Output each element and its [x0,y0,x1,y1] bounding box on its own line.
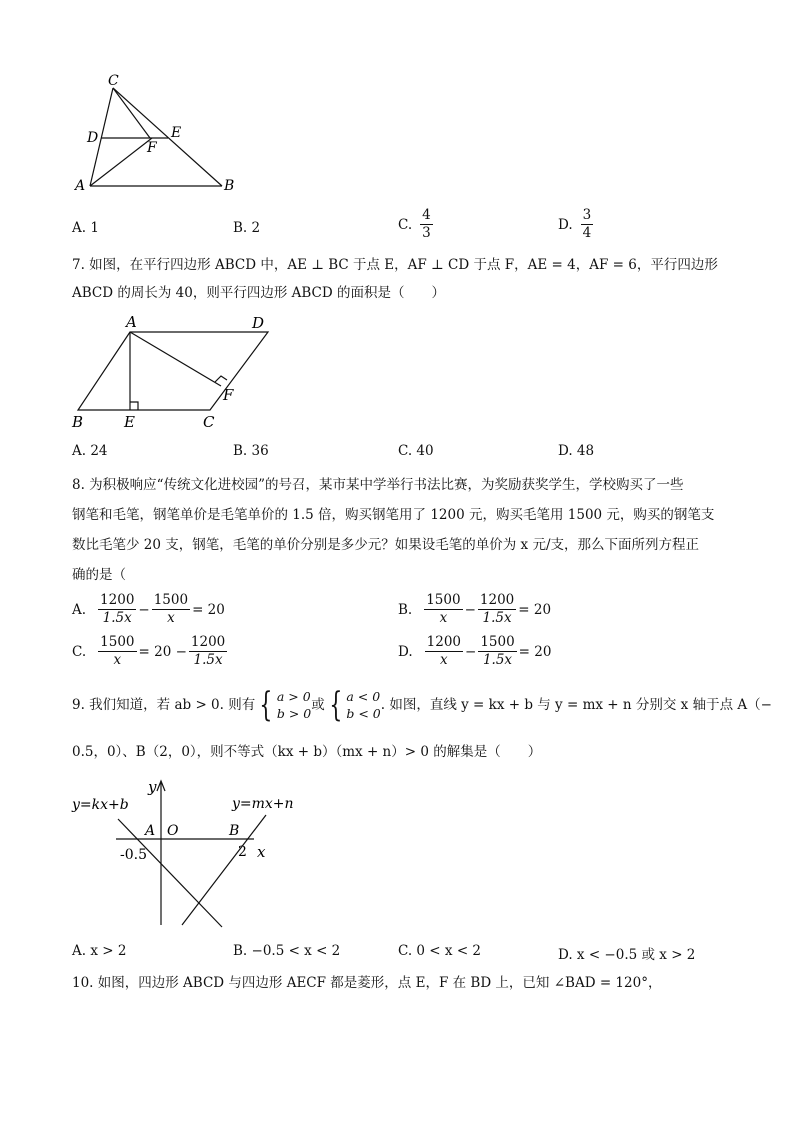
q8-text-line3: 数比毛笔少 20 支，钢笔，毛笔的单价分别是多少元？如果设毛笔的单价为 x 元/支，那么下面所列方程正 [72,537,700,553]
numerator: 1200 [190,634,226,650]
rhs: = 20 [518,601,552,618]
q8-text-line4: 确的是（ [72,567,126,583]
option-label: D. [398,643,413,660]
right-angle-f [215,376,227,382]
label-b: B [72,413,84,431]
or-word: 或 [311,697,325,713]
q8-text-line1: 8. 为积极响应“传统文化进校园”的号召，某市某中学举行书法比赛，为奖励获奖学生，学校购买了一些 [72,477,684,493]
q6-triangle-figure [70,70,250,195]
denominator: x [440,652,448,668]
q9-option-a[interactable]: A. x > 2 [72,943,127,959]
fraction-1 [425,634,463,669]
q6-option-c-fraction [420,207,433,242]
numerator: 1500 [480,634,515,650]
q7-parallelogram-figure [70,310,280,435]
numerator: 1200 [426,634,461,650]
q7-option-d[interactable]: D. 48 [558,443,595,459]
denominator: 4 [582,225,592,241]
minus-sign: − [464,601,476,618]
q7-option-b[interactable]: B. 36 [233,443,269,459]
q7-text-line1: 7. 如图，在平行四边形 ABCD 中，AE ⊥ BC 于点 E，AF ⊥ CD 于点 F，AE = 4，AF = 6，平行四边形 [72,257,718,273]
q6-option-b[interactable]: B. 2 [233,220,261,236]
denominator: 1.5x [193,652,223,668]
row-2: b < 0 [346,706,381,721]
q9-text-line1 [72,685,772,725]
fraction-2 [152,592,190,627]
row-1: a < 0 [346,689,381,704]
q8-option-d[interactable] [398,634,551,669]
fraction-2 [478,634,516,669]
option-label: B. [398,601,413,618]
equals-twenty-minus: = 20 − [138,643,187,660]
numerator: 1500 [153,592,189,608]
fraction-1 [424,592,462,627]
label-a: A [145,823,156,839]
numerator: 1500 [426,592,461,608]
q9-pre: 9. 我们知道，若 ab > 0. 则有 [72,697,256,713]
label-x: x [257,843,266,861]
fraction-2 [478,592,516,627]
label-y: y [148,778,157,796]
fraction-1 [98,634,136,669]
label-o: O [167,823,179,839]
numerator: 1500 [100,634,135,650]
q6-option-d[interactable] [558,207,595,242]
denominator: 1.5x [102,610,132,626]
denominator: x [167,610,175,626]
numerator: 3 [582,207,592,223]
label-f: F [147,140,157,156]
system-positive: { a > 0 b > 0 [259,685,312,725]
label-c: C [203,413,215,431]
q6-option-c[interactable] [398,207,435,242]
denominator: 1.5x [482,652,513,668]
numerator: 1200 [479,592,515,608]
option-label: A. [72,601,87,618]
row-2: b > 0 [276,706,312,721]
fraction-1 [98,592,136,627]
q9-text-line2: 0.5，0）、B（2，0），则不等式（kx + b）（mx + n）> 0 的解集是（ ） [72,744,542,760]
label-e: E [171,125,182,141]
label-two: 2 [238,844,247,860]
q6-option-a[interactable]: A. 1 [72,220,99,236]
minus-sign: − [138,601,150,618]
line-mx-n [182,815,266,925]
label-line2: y=mx+n [232,796,294,812]
label-a: A [75,178,86,194]
right-angle-e [130,402,138,410]
rhs: = 20 [192,601,225,618]
denominator: x [113,652,122,668]
segment-cf [113,88,150,138]
numerator: 4 [422,207,431,223]
q6-option-c-label: C. [398,216,413,233]
minus-sign: − [465,643,477,660]
label-neg-half: -0.5 [120,847,147,863]
label-e: E [124,413,135,431]
label-d: D [252,314,265,332]
rhs: = 20 [518,643,552,660]
q9-option-b[interactable]: B. −0.5 < x < 2 [233,943,341,959]
segment-af [130,332,221,386]
fraction-2 [189,634,227,669]
label-d: D [87,130,99,146]
q7-option-c[interactable]: C. 40 [398,443,434,459]
denominator: 3 [422,225,431,241]
label-f: F [223,386,234,404]
q6-option-d-label: D. [558,216,573,233]
q10-text-line1: 10. 如图，四边形 ABCD 与四边形 AECF 都是菱形，点 E，F 在 BD 上，已知 ∠BAD = 120°， [72,975,662,991]
option-label: C. [72,643,87,660]
q8-option-a[interactable] [72,592,225,627]
label-b: B [229,823,240,839]
q7-text-line2: ABCD 的周长为 40，则平行四边形 ABCD 的面积是（ ） [72,285,445,301]
parallelogram-abcd [78,332,268,410]
row-1: a > 0 [276,689,311,704]
label-a: A [126,313,137,331]
numerator: 1200 [100,592,135,608]
q9-option-d[interactable]: D. x < −0.5 或 x > 2 [558,947,696,963]
denominator: x [439,610,448,626]
q9-post: . 如图，直线 y = kx + b 与 y = mx + n 分别交 x 轴于点 A（− [380,697,772,713]
label-b: B [224,178,235,194]
system-negative: { a < 0 b < 0 [329,685,381,725]
q9-option-c[interactable]: C. 0 < x < 2 [398,943,482,959]
q9-graph-figure [66,775,296,935]
denominator: 1.5x [482,610,512,626]
q8-text-line2: 钢笔和毛笔，钢笔单价是毛笔单价的 1.5 倍，购买钢笔用了 1200 元，购买毛笔用 1500 元，购买的钢笔支 [72,507,715,523]
q6-option-d-fraction [581,207,594,242]
label-c: C [108,73,119,89]
q7-option-a[interactable]: A. 24 [72,443,108,459]
label-line1: y=kx+b [72,797,129,813]
side-cb [113,88,222,186]
q8-option-b[interactable] [398,592,551,627]
q8-option-c[interactable] [72,634,229,669]
